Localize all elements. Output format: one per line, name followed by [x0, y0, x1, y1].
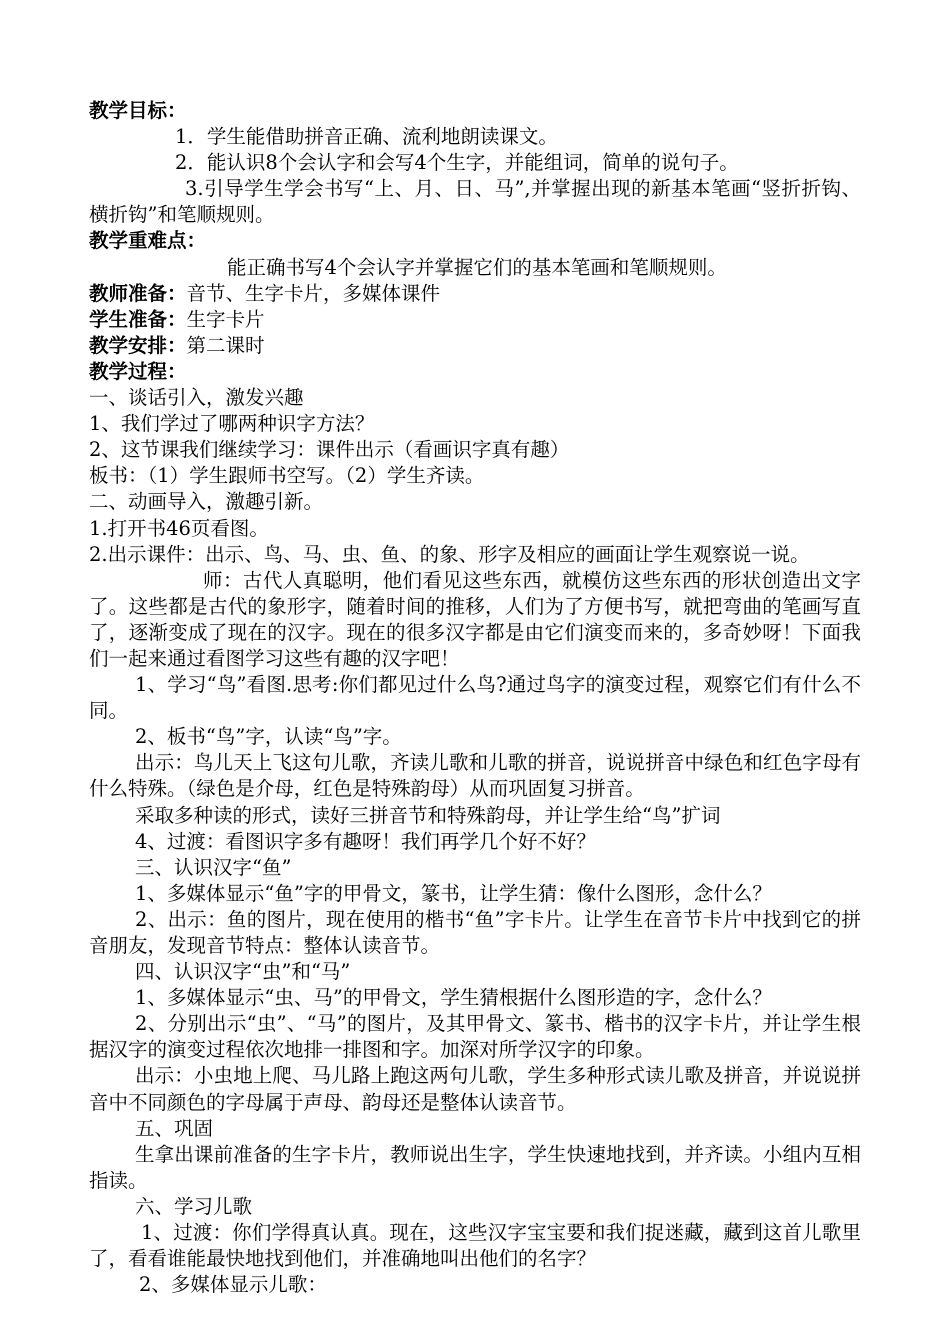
paragraph: 出示：小虫地上爬、马儿路上跑这两句儿歌，学生多种形式读儿歌及拼音，并说说拼音中不同颜色的字母属于声母、韵母还是整体认读音节。: [89, 1064, 861, 1114]
paragraph: 2、多媒体显示儿歌：: [139, 1273, 327, 1297]
key-points-text: 能正确书写4个会认字并掌握它们的基本笔画和笔顺规则。: [227, 255, 727, 279]
section-title: 四、认识汉字“虫”和“马”: [135, 960, 351, 984]
paragraph: 1.打开书46页看图。: [89, 516, 269, 540]
student-prep-text: 生字卡片: [186, 307, 265, 331]
section-title: 一、谈话引入，激发兴趣: [89, 386, 304, 410]
paragraph: 1、多媒体显示“虫、马”的甲骨文，学生猜根据什么图形造的字，念什么？: [135, 986, 772, 1010]
paragraph: 板书：（1）学生跟师书空写。（2）学生齐读。: [89, 464, 485, 488]
paragraph: 出示：鸟儿天上飞这句儿歌，齐读儿歌和儿歌的拼音，说说拼音中绿色和红色字母有什么特殊。（绿色是介母，红色是特殊韵母）从而巩固复习拼音。: [89, 751, 861, 801]
paragraph: 采取多种读的形式，读好三拼音节和特殊韵母，并让学生给“鸟”扩词: [135, 803, 721, 827]
student-prep-row: [89, 307, 861, 333]
paragraph: 1、学习“鸟”看图.思考:你们都见过什么鸟?通过鸟字的演变过程，观察它们有什么不同。: [89, 673, 861, 723]
section-title: 五、巩固: [135, 1116, 214, 1140]
section-title: 六、学习儿歌: [135, 1194, 253, 1218]
paragraph: 2、这节课我们继续学习：课件出示（看画识字真有趣）: [89, 438, 570, 462]
paragraph: 1、过渡：你们学得真认真。现在，这些汉字宝宝要和我们捉迷藏，藏到这首儿歌里了，看看谁能最快地找到他们，并准确地叫出他们的名字？: [89, 1221, 861, 1271]
teacher-prep-row: [89, 281, 861, 307]
section-title: 三、认识汉字“鱼”: [135, 855, 292, 879]
lesson-plan-document: [89, 98, 861, 1298]
schedule-label: 教学安排：: [89, 333, 187, 357]
goals-heading: 教学目标：: [89, 99, 187, 122]
paragraph: 2、分别出示“虫”、“马”的图片，及其甲骨文、篆书、楷书的汉字卡片，并让学生根据汉字的演变过程依次地排一排图和字。加深对所学汉字的印象。: [89, 1012, 861, 1062]
schedule-text: 第二课时: [186, 333, 265, 357]
paragraph: 师：古代人真聪明，他们看见这些东西，就模仿这些东西的形状创造出文字了。这些都是古代的象形字，随着时间的推移，人们为了方便书写，就把弯曲的笔画写直了，逐渐变成了现在的汉字。现在的很多汉字都是由它们演变而来的，多奇妙呀！下面我们一起来通过看图学习这些有趣的汉字吧！: [89, 568, 861, 670]
goal-item: 3.引导学生学会书写“上、月、日、马”,并掌握出现的新基本笔画“竖折折钩、横折钩”和笔顺规则。: [89, 177, 861, 227]
teacher-prep-label: 教师准备：: [89, 281, 187, 305]
teacher-prep-text: 音节、生字卡片，多媒体课件: [186, 281, 441, 305]
goal-item: 2．能认识8个会认字和会写4个生字，并能组词，简单的说句子。: [175, 151, 739, 175]
section-title: 二、动画导入，激趣引新。: [89, 490, 324, 514]
paragraph: 2、出示：鱼的图片，现在使用的楷书“鱼”字卡片。让学生在音节卡片中找到它的拼音朋友，发现音节特点：整体认读音节。: [89, 907, 861, 957]
process-heading: 教学过程：: [89, 359, 187, 383]
student-prep-label: 学生准备：: [89, 307, 187, 331]
paragraph: 2、板书“鸟”字，认读“鸟”字。: [135, 725, 402, 749]
paragraph: 生拿出课前准备的生字卡片，教师说出生字，学生快速地找到，并齐读。小组内互相指读。: [89, 1142, 861, 1192]
schedule-row: [89, 333, 861, 359]
paragraph: 1、我们学过了哪两种识字方法？: [89, 412, 375, 436]
key-points-heading: 教学重难点：: [89, 229, 207, 253]
paragraph: 4、过渡：看图识字多有趣呀！我们再学几个好不好？: [135, 829, 596, 853]
paragraph: 2.出示课件：出示、鸟、马、虫、鱼、的象、形字及相应的画面让学生观察说一说。: [89, 542, 810, 566]
paragraph: 1、多媒体显示“鱼”字的甲骨文，篆书，让学生猜：像什么图形，念什么？: [135, 881, 772, 905]
goal-item: 1．学生能借助拼音正确、流利地朗读课文。: [175, 125, 558, 149]
